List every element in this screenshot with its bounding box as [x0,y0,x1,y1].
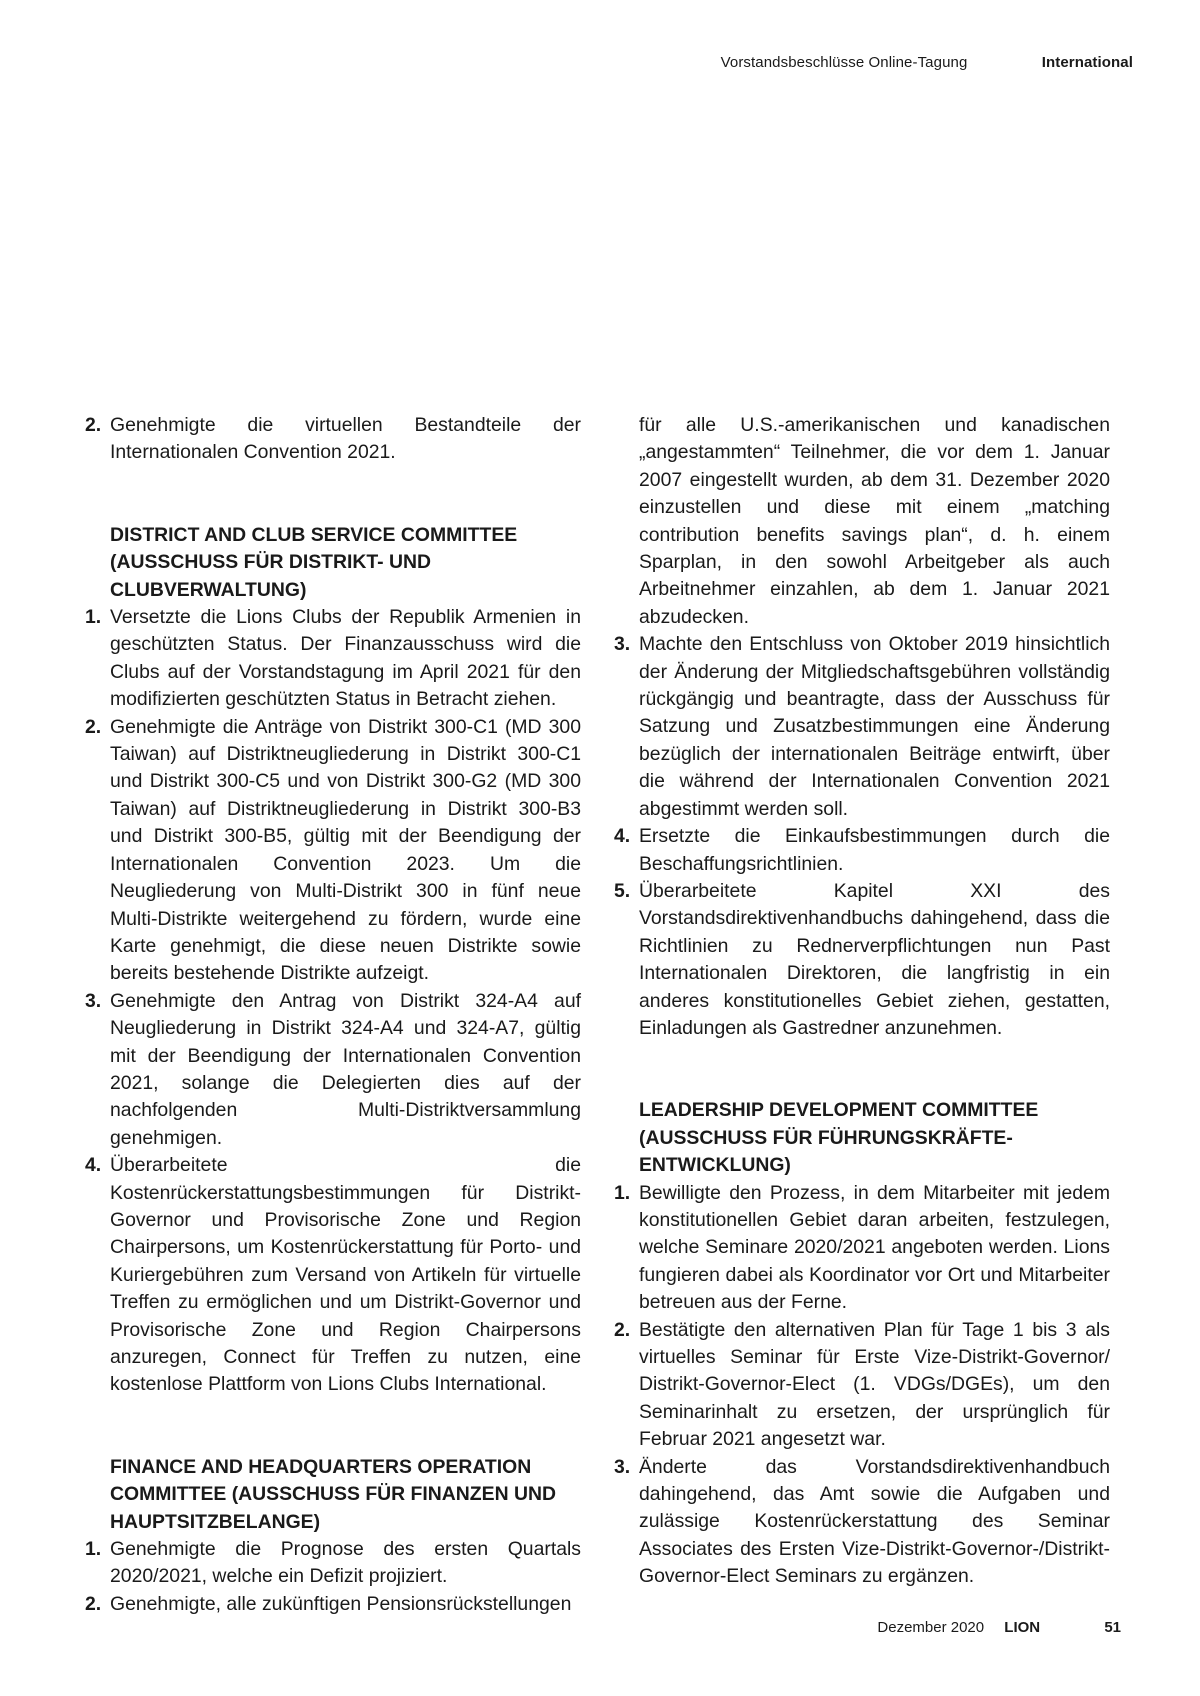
list-item [615,823,1110,878]
item-number: 1. [614,1181,631,1204]
item-number: 4. [614,825,631,848]
finance-committee-heading: FINANCE AND HEADQUARTERS OPERATION COMMITTEE (AUSSCHUSS FÜR FINANZEN UND HAUPTSITZBELANGE) [110,1455,556,1533]
item-text: Ersetzte die Einkaufsbestimmungen durch die Beschaffungsrichtlinien. [639,825,1110,875]
item-text: Bewilligte den Prozess, in dem Mitarbeiter mit jedem konstitutionellen Gebiet daran arbeiten, festzulegen, welche Seminare 2020/2021 angeboten werden. Lions fungieren dabei als Koordinator vor Ort und Mitarbeiter betreuen aus der Ferne. [639,1181,1110,1314]
running-header [721,54,1133,71]
list-item [86,604,581,714]
list-item [615,878,1110,1042]
list-item [86,988,581,1152]
item-number: 1. [85,1538,102,1561]
list-item [86,1152,581,1399]
footer-magazine: LION [1004,1619,1041,1636]
left-column [86,412,581,1618]
list-item [86,1591,581,1618]
item-number: 4. [85,1154,102,1177]
item-number: 3. [614,633,631,656]
finance-committee-list [86,1536,581,1618]
item-number: 2. [85,1592,102,1615]
item-text: Änderte das Vorstandsdirektivenhandbuch dahingehend, das Amt sowie die Aufgaben und zulässige Kostenrückerstattung des Seminar Associates des Ersten Vize-Distrikt-Governor-/Distrikt-Governor-Elect Seminars zu ergänzen. [639,1455,1110,1588]
item-number: 3. [614,1455,631,1478]
list-item [86,412,581,467]
item-number: 2. [614,1318,631,1341]
footer-issue: Dezember 2020 [877,1619,985,1636]
list-item [615,1180,1110,1317]
continued-item-text: für alle U.S.-amerikanischen und kanadischen „angestammten“ Teilnehmer, die vor dem 1. Januar 2007 eingestellt wurden, ab dem 31. Dezember 2020 einzustellen und diese mit einem „matching contribution benefits savings plan“, d. h. einem Sparplan, in den sowohl Arbeitgeber als auch Arbeitnehmer einzahlen, ab dem 1. Januar 2021 abzudecken. [639,414,1110,628]
page-number: 51 [1104,1619,1121,1636]
header-subtitle: Vorstandsbeschlüsse Online-Tagung [720,54,968,71]
item-text: Überarbeitete die Kostenrückerstattungsbestimmungen für Distrikt-Governor und Provisorische Zone und Region Chairpersons, um Kostenrückerstattung für Porto- und Kuriergebühren zum Versand von Artikeln für virtuelle Treffen zu ermöglichen und um Distrikt-Governor und Provisorische Zone und Region Chairpersons anzuregen, Connect für Treffen zu nutzen, eine kostenlose Plattform von Lions Clubs International. [110,1154,581,1396]
district-committee-list [86,604,581,1399]
leadership-committee-list [615,1180,1110,1591]
item-text: Genehmigte, alle zukünftigen Pensionsrückstellungen [110,1592,572,1615]
header-section: International [1041,54,1133,71]
item-number: 2. [85,414,102,436]
finance-committee-list-continued [615,631,1110,1042]
list-item [615,631,1110,823]
item-number: 3. [85,989,102,1012]
item-number: 1. [85,606,102,629]
item-text: Genehmigte die Anträge von Distrikt 300-C1 (MD 300 Taiwan) auf Distriktneugliederung in Distrikt 300-C1 und Distrikt 300-C5 und von Distrikt 300-G2 (MD 300 Taiwan) auf Distriktneugliederung in Distrikt 300-B3 und Distrikt 300-B5, gültig mit der Beendigung der Internationalen Convention 2023. Um die Neugliederung von Multi-Distrikt 300 in fünf neue Multi-Distrikte weitergehend zu fördern, wurde eine Karte genehmigt, die diese neuen Distrikte sowie bereits bestehende Distrikte aufzeigt. [110,715,581,985]
page-footer [877,1619,1121,1636]
item-number: 2. [85,715,102,738]
list-item [86,1536,581,1591]
item-text: Machte den Entschluss von Oktober 2019 hinsichtlich der Änderung der Mitgliedschaftsgebühren vollständig rückgängig und beantragte, dass der Ausschuss für Satzung und Zusatzbestimmungen eine Änderung bezüglich der internationalen Beiträge entwirft, über die während der Internationalen Convention 2021 abgestimmt werden soll. [639,633,1110,820]
item-text: Genehmigte die Prognose des ersten Quartals 2020/2021, welche ein Defizit projiziert. [110,1538,581,1588]
leadership-committee-heading: LEADERSHIP DEVELOPMENT COMMITTEE (AUSSCHUSS FÜR FÜHRUNGSKRÄFTE-ENTWICKLUNG) [639,1099,1039,1177]
item-number: 5. [614,879,631,902]
item-text: Bestätigte den alternativen Plan für Tage 1 bis 3 als virtuelles Seminar für Erste Vize-Distrikt-Governor/ Distrikt-Governor-Elect (1. VDGs/DGEs), um den Seminarinhalt zu ersetzen, der ursprünglich für Februar 2021 angesetzt war. [639,1318,1110,1451]
item-text: Genehmigte die virtuellen Bestandteile der Internationalen Convention 2021. [110,414,581,464]
right-column [615,412,1110,1591]
district-committee-heading: DISTRICT AND CLUB SERVICE COMMITTEE (AUSSCHUSS FÜR DISTRIKT- UND CLUBVERWALTUNG) [110,523,518,601]
item-text: Versetzte die Lions Clubs der Republik Armenien in geschützten Status. Der Finanzausschuss wird die Clubs auf der Vorstandstagung im April 2021 für den modifizierten geschützten Status in Betracht ziehen. [110,606,581,711]
list-item [615,1317,1110,1454]
item-text: Überarbeitete Kapitel XXI des Vorstandsdirektivenhandbuchs dahingehend, dass die Richtlinien zu Rednerverpflichtungen nun Past Internationalen Direktoren, die langfristig in ein anderes konstitutionelles Gebiet ziehen, gestatten, Einladungen als Gastredner anzunehmen. [639,879,1110,1039]
item-text: Genehmigte den Antrag von Distrikt 324-A4 auf Neugliederung in Distrikt 324-A4 und 324-A7, gültig mit der Beendigung der Internationalen Convention 2021, solange die Delegierten dies auf der nachfolgenden Multi-Distriktversammlung genehmigen. [110,989,581,1149]
list-item [615,1454,1110,1591]
list-item [86,714,581,988]
